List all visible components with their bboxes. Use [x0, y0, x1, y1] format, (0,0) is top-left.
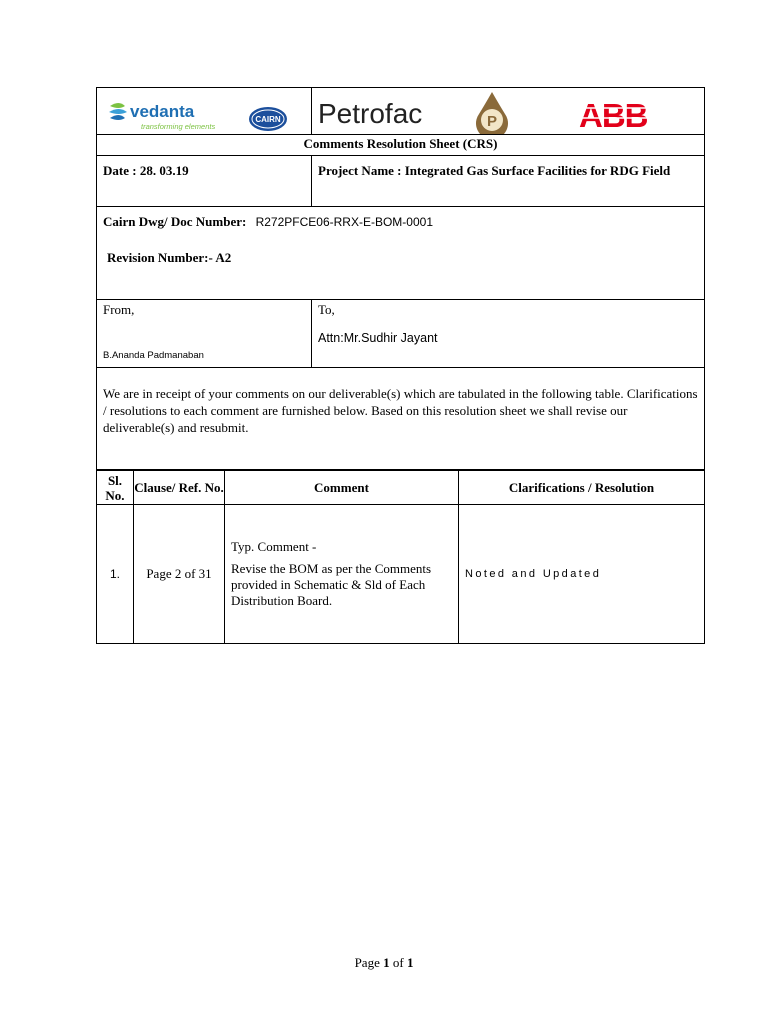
petrofac-logo — [316, 90, 536, 134]
table-row — [97, 505, 705, 644]
from-label: From, — [103, 302, 135, 317]
svg-text:ABB: ABB — [579, 97, 648, 134]
footer-current-page: 1 — [383, 955, 390, 970]
header-sl-no: Sl. No. — [97, 471, 134, 505]
svg-text:P: P — [486, 113, 498, 130]
svg-text:CAIRN: CAIRN — [255, 115, 281, 124]
crs-header-table — [96, 87, 705, 470]
crs-sheet — [96, 87, 704, 644]
date-field: Date : 28. 03.19 — [97, 156, 312, 207]
comments-table — [96, 470, 705, 644]
footer-mid: of — [389, 955, 407, 970]
project-name-field: Project Name : Integrated Gas Surface Facilities for RDG Field — [312, 156, 705, 207]
to-attn: Attn:Mr.Sudhir Jayant — [318, 331, 438, 345]
abb-logo — [577, 94, 657, 134]
revision-number: Revision Number:- A2 — [107, 250, 232, 265]
svg-text:Petrofac: Petrofac — [318, 98, 423, 129]
footer-total-pages: 1 — [406, 955, 414, 970]
comment-body: Revise the BOM as per the Comments provided in Schematic & Sld of Each Distribution Board. — [231, 561, 432, 608]
vedanta-logo — [107, 100, 237, 140]
page-title: Comments Resolution Sheet (CRS) — [97, 135, 705, 156]
header-resolution: Clarifications / Resolution — [459, 471, 705, 505]
row-comment — [225, 505, 459, 644]
svg-text:transforming elements: transforming elements — [141, 122, 216, 131]
row-resolution: Noted and Updated — [459, 505, 705, 644]
logo-cell-right — [312, 88, 705, 135]
from-cell — [97, 300, 312, 368]
header-comment: Comment — [225, 471, 459, 505]
logo-cell-left — [97, 88, 312, 135]
header-clause-ref: Clause/ Ref. No. — [134, 471, 225, 505]
doc-number-value: R272PFCE06-RRX-E-BOM-0001 — [255, 215, 433, 229]
row-clause-ref: Page 2 of 31 — [134, 505, 225, 644]
page-footer — [0, 955, 768, 971]
doc-number-label: Cairn Dwg/ Doc Number: — [103, 214, 247, 229]
to-label: To, — [318, 302, 335, 317]
vedanta-leaf-icon — [109, 103, 127, 120]
footer-prefix: Page — [354, 955, 384, 970]
comment-title: Typ. Comment - — [231, 539, 317, 554]
from-name: B.Ananda Padmanaban — [103, 350, 204, 361]
row-sl-no: 1. — [97, 505, 134, 644]
cairn-logo — [247, 105, 289, 135]
svg-text:vedanta: vedanta — [130, 102, 195, 121]
intro-paragraph: We are in receipt of your comments on our deliverable(s) which are tabulated in the following table. Clarifications / resolutions to each comment are furnished below. Based on this resolution sheet we shall revise our deliverable(s) and resubmit. — [97, 368, 705, 470]
doc-number-cell — [97, 207, 705, 300]
to-cell — [312, 300, 705, 368]
